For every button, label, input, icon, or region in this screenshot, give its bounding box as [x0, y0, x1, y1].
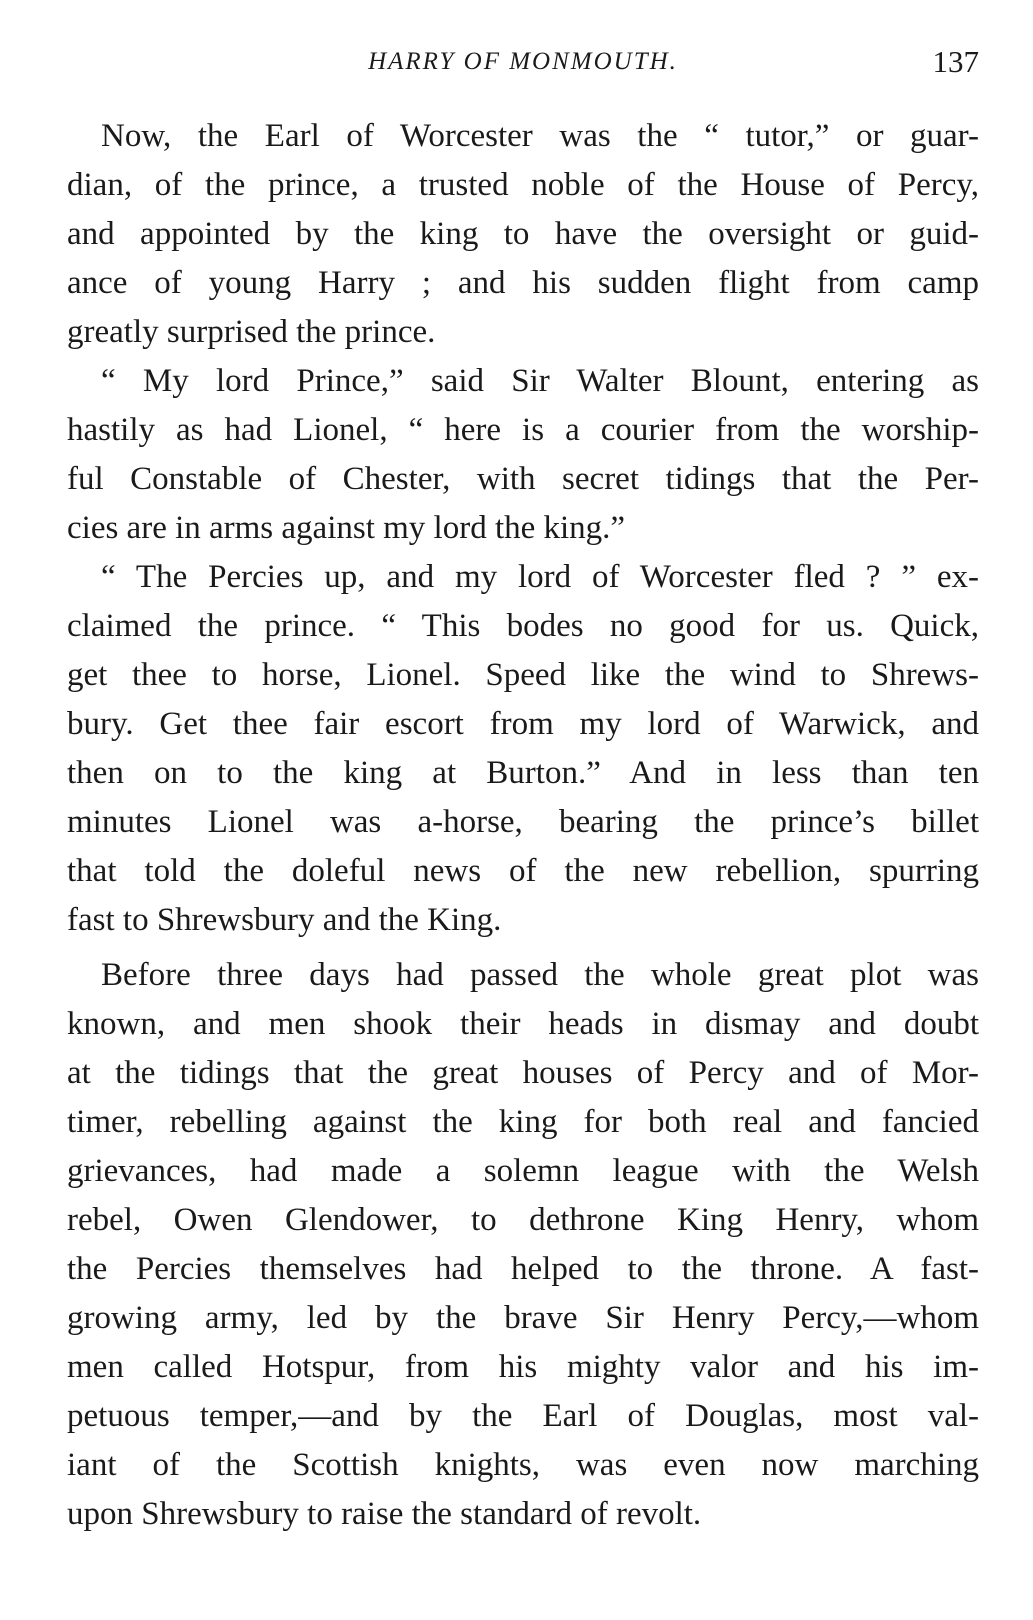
paragraph — [67, 112, 979, 357]
text-line: cies are in arms against my lord the king.” — [67, 510, 626, 546]
text-line: men called Hotspur, from his mighty valor and his im- — [67, 1349, 979, 1385]
text-line: “ My lord Prince,” said Sir Walter Blount, entering as — [101, 363, 979, 399]
text-line: dian, of the prince, a trusted noble of the House of Percy, — [67, 167, 979, 203]
text-line: iant of the Scottish knights, was even now marching — [67, 1447, 979, 1483]
body-text — [67, 112, 979, 1539]
paragraph — [67, 357, 979, 553]
text-line: the Percies themselves had helped to the throne. A fast- — [67, 1251, 979, 1287]
text-line: known, and men shook their heads in dismay and doubt — [67, 1006, 979, 1042]
text-line: rebel, Owen Glendower, to dethrone King Henry, whom — [67, 1202, 979, 1238]
text-line: then on to the king at Burton.” And in less than ten — [67, 755, 979, 791]
page-header — [67, 40, 979, 90]
text-line: grievances, had made a solemn league with the Welsh — [67, 1153, 979, 1189]
text-line: “ The Percies up, and my lord of Worcester fled ? ” ex- — [101, 559, 979, 595]
text-line: fast to Shrewsbury and the King. — [67, 902, 502, 938]
text-line: bury. Get thee fair escort from my lord of Warwick, and — [67, 706, 979, 742]
running-title: HARRY OF MONMOUTH. — [368, 48, 678, 75]
text-line: ance of young Harry ; and his sudden flight from camp — [67, 265, 979, 301]
text-line: minutes Lionel was a-horse, bearing the prince’s billet — [67, 804, 979, 840]
text-line: upon Shrewsbury to raise the standard of revolt. — [67, 1496, 702, 1532]
text-line: ful Constable of Chester, with secret tidings that the Per- — [67, 461, 979, 497]
text-line: greatly surprised the prince. — [67, 314, 436, 350]
page-number: 137 — [932, 44, 979, 79]
text-line: timer, rebelling against the king for both real and fancied — [67, 1104, 979, 1140]
text-line: that told the doleful news of the new rebellion, spurring — [67, 853, 979, 889]
text-line: Now, the Earl of Worcester was the “ tutor,” or guar- — [101, 118, 979, 154]
text-line: Before three days had passed the whole great plot was — [101, 957, 979, 993]
paragraph — [67, 951, 979, 1539]
text-line: petuous temper,—and by the Earl of Douglas, most val- — [67, 1398, 979, 1434]
text-line: get thee to horse, Lionel. Speed like the wind to Shrews- — [67, 657, 979, 693]
text-line: and appointed by the king to have the oversight or guid- — [67, 216, 979, 252]
text-line: growing army, led by the brave Sir Henry Percy,—whom — [67, 1300, 979, 1336]
paragraph — [67, 553, 979, 945]
text-line: claimed the prince. “ This bodes no good for us. Quick, — [67, 608, 979, 644]
text-line: at the tidings that the great houses of Percy and of Mor- — [67, 1055, 979, 1091]
text-line: hastily as had Lionel, “ here is a courier from the worship- — [67, 412, 979, 448]
